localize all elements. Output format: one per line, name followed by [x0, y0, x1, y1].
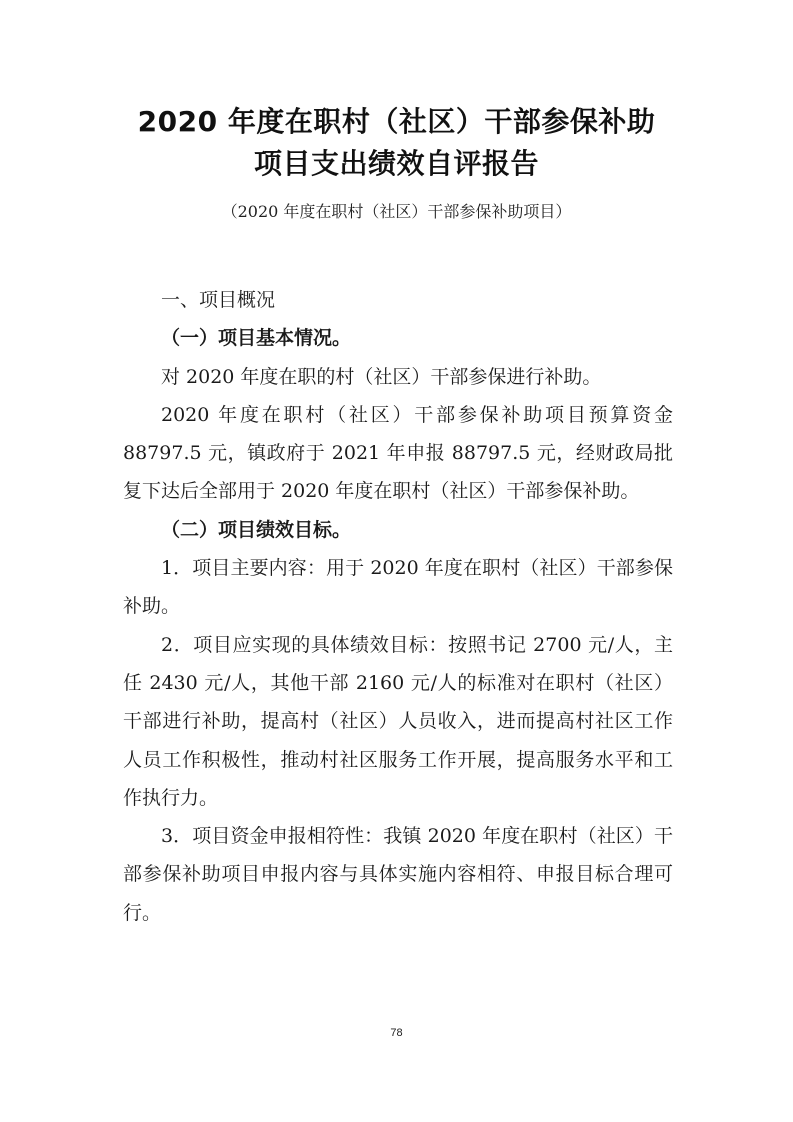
page-number: 78: [390, 1027, 403, 1039]
paragraph: 2020 年度在职村（社区）干部参保补助项目预算资金 88797.5 元，镇政府于 2021 年申报 88797.5 元，经财政局批复下达后全部用于 2020 年度在职村（社区）干部参保补助。: [123, 403, 673, 503]
document-title-line-1: 2020 年度在职村（社区）干部参保补助: [137, 105, 656, 138]
document-title-line-2: 项目支出绩效自评报告: [253, 147, 539, 180]
paragraph: 1．项目主要内容：用于 2020 年度在职村（社区）干部参保补助。: [123, 557, 673, 618]
subsection-heading-1: （一）项目基本情况。: [161, 327, 352, 350]
paragraph: 2．项目应实现的具体绩效目标：按照书记 2700 元/人，主任 2430 元/人，其他干部 2160 元/人的标准对在职村（社区）干部进行补助，提高村（社区）人员收入，进而提高村社区工作人员工作积极性，推动村社区服务工作开展，提高服务水平和工作执行力。: [123, 633, 673, 809]
subsection-heading-2: （二）项目绩效目标。: [161, 518, 352, 541]
section-heading-1: 一、项目概况: [161, 289, 276, 311]
paragraph: 3．项目资金申报相符性：我镇 2020 年度在职村（社区）干部参保补助项目申报内容与具体实施内容相符、申报目标合理可行。: [123, 825, 673, 924]
paragraph: 对 2020 年度在职的村（社区）干部参保进行补助。: [161, 365, 602, 388]
document-subtitle: （2020 年度在职村（社区）干部参保补助项目）: [221, 202, 572, 221]
document-body: [123, 281, 673, 932]
